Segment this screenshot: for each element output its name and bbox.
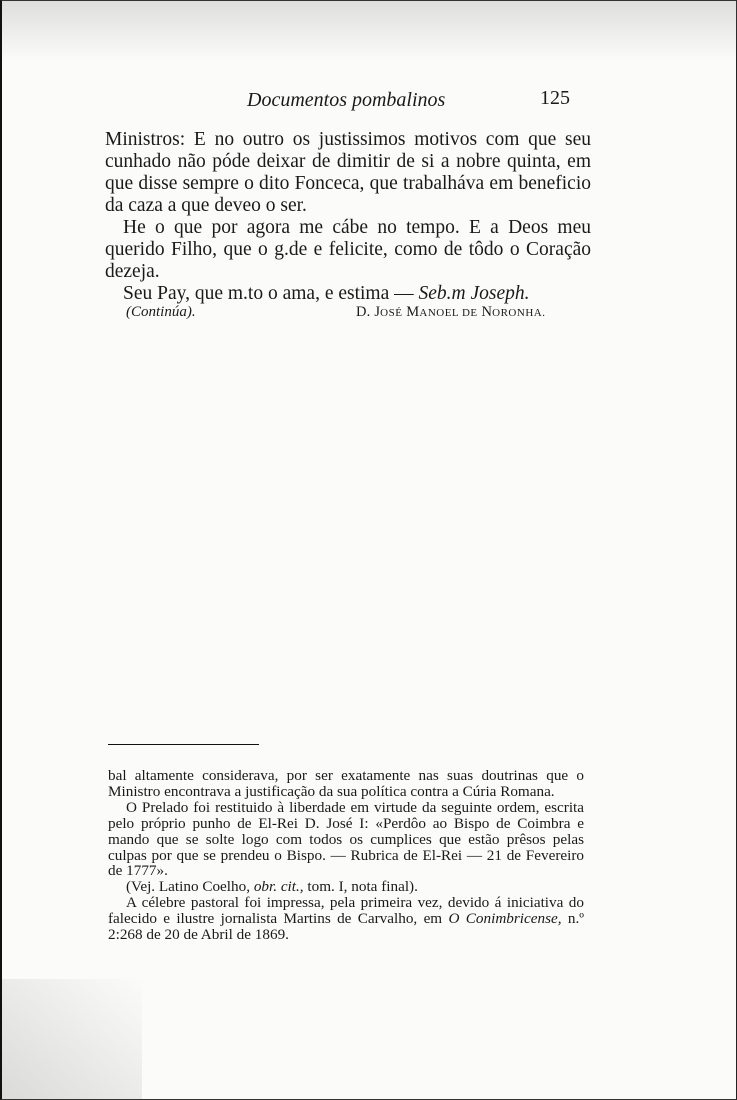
page-number: 125 <box>540 87 570 109</box>
continuation-note: (Continúa). <box>126 304 196 320</box>
footnote-paragraph: O Prelado foi restituido à liberdade em virtude da seguinte ordem, escrita pelo próprio punho de El-Rei D. José I: «Perdôo ao Bispo de Coimbra e mando que se solte logo com todos os cumplices que estão prêsos pelas culpas por que se prendeu o Bispo. — Rubrica de El-Rei — 21 de Fevereiro de 1777». <box>108 798 584 880</box>
scan-shadow-bottom <box>2 979 142 1099</box>
running-header-title: Documentos pombalinos <box>247 89 446 111</box>
scan-shadow-top <box>2 1 737 61</box>
author-signature: D. JOSÉ MANOEL DE NORONHA. <box>356 304 546 320</box>
signature: Seb.m Joseph. <box>418 283 530 304</box>
body-paragraph: Ministros: E no outro os justissimos motivos com que seu cunhado não póde deixar de dimitir de si a nobre quinta, em que disse sempre o dito Fonceca, que trabalháva em beneficio da caza a que deveo o ser. <box>105 129 591 216</box>
body-paragraph: He o que por agora me cábe no tempo. E a Deos meu querido Filho, que o g.de e felicite, como de tôdo o Coração dezeja. <box>105 217 591 282</box>
footnote-paragraph: (Vej. Latino Coelho, obr. cit., tom. I, nota final). <box>126 878 418 896</box>
footnote-divider <box>108 744 259 745</box>
letter-closing <box>105 283 591 305</box>
footnote-paragraph: bal altamente considerava, por ser exatamente nas suas doutrinas que o Ministro encontrava a justificação da sua política contra a Cúria Romana. <box>108 767 584 800</box>
closing-text: Seu Pay, que m.to o ama, e estima — <box>123 283 419 304</box>
footnotes <box>108 768 584 943</box>
letter-body <box>105 129 591 305</box>
footnote-paragraph: A célebre pastoral foi impressa, pela primeira vez, devido á iniciativa do falecido e ilustre jornalista Martins de Carvalho, em O Conimbricense, n.º 2:268 de 20 de Abril de 1869. <box>108 894 584 944</box>
